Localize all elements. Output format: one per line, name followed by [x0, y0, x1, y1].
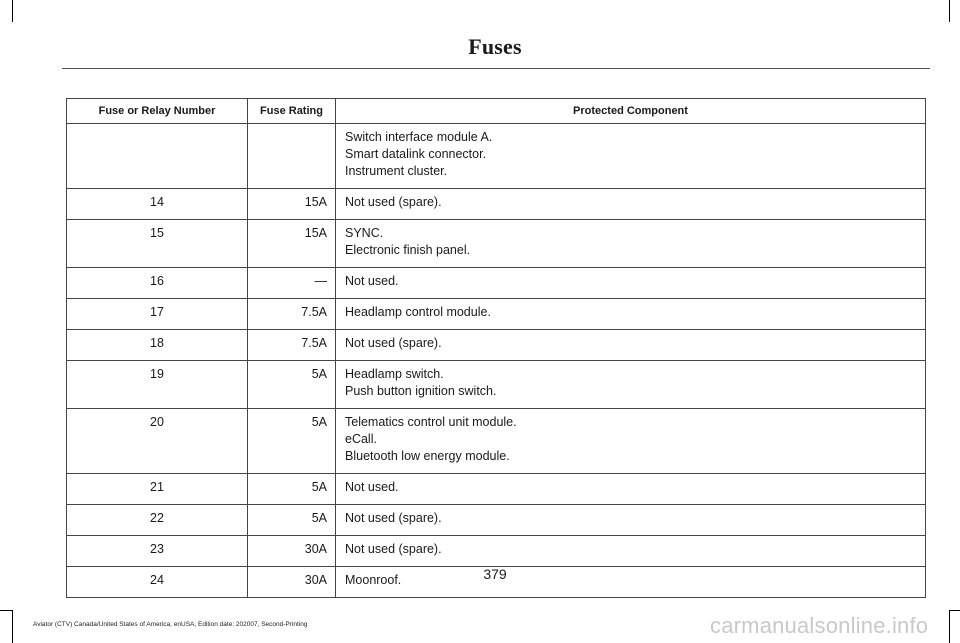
fuse-rating-cell: 5A	[248, 505, 336, 536]
fuse-number-cell: 21	[67, 474, 248, 505]
protected-component-item: Not used (spare).	[345, 511, 442, 525]
table-row	[67, 409, 926, 474]
protected-component-cell	[336, 474, 926, 505]
protected-component-cell	[336, 189, 926, 220]
table-header-row	[67, 99, 926, 124]
fuse-rating-cell: 30A	[248, 567, 336, 598]
protected-component-cell	[336, 330, 926, 361]
table-row	[67, 220, 926, 268]
edition-info: Aviator (CTV) Canada/United States of America, enUSA, Edition date: 202007, Second-Printing	[33, 621, 308, 628]
fuse-rating-cell: 30A	[248, 536, 336, 567]
protected-component-cell	[336, 299, 926, 330]
column-header-fuse-rating: Fuse Rating	[248, 99, 336, 124]
watermark: carmanualsonline.info	[710, 613, 929, 638]
column-header-protected-component: Protected Component	[336, 99, 926, 124]
table-row	[67, 330, 926, 361]
protected-component-item: Not used.	[345, 480, 399, 494]
crop-mark-bottom-left-horizontal	[0, 610, 12, 611]
protected-component-item: Not used (spare).	[345, 336, 442, 350]
crop-mark-top-right	[949, 0, 950, 22]
protected-component-cell	[336, 409, 926, 474]
protected-component-cell	[336, 361, 926, 409]
crop-mark-bottom-right-vertical	[949, 610, 950, 643]
fuse-number-cell: 22	[67, 505, 248, 536]
protected-component-cell	[336, 220, 926, 268]
table-row	[67, 189, 926, 220]
protected-component-cell	[336, 124, 926, 189]
protected-component-item: SYNC.	[345, 226, 384, 240]
fuse-number-cell: 16	[67, 268, 248, 299]
fuse-number-cell: 24	[67, 567, 248, 598]
table-row	[67, 268, 926, 299]
fuse-number-cell: 15	[67, 220, 248, 268]
protected-component-cell	[336, 268, 926, 299]
protected-component-item: Instrument cluster.	[345, 164, 448, 178]
table-row	[67, 124, 926, 189]
protected-component-cell	[336, 536, 926, 567]
protected-component-item: Moonroof.	[345, 573, 402, 587]
fuse-rating-cell: 15A	[248, 189, 336, 220]
protected-component-item: Telematics control unit module.	[345, 415, 517, 429]
fuse-number-cell: 17	[67, 299, 248, 330]
table-row	[67, 536, 926, 567]
fuse-rating-cell: 5A	[248, 361, 336, 409]
fuse-rating-cell: 15A	[248, 220, 336, 268]
crop-mark-bottom-right-horizontal	[949, 610, 960, 611]
fuse-rating-cell: —	[248, 268, 336, 299]
fuse-number-cell: 18	[67, 330, 248, 361]
protected-component-item: Push button ignition switch.	[345, 384, 497, 398]
fuse-rating-cell: 7.5A	[248, 299, 336, 330]
protected-component-item: Smart datalink connector.	[345, 147, 487, 161]
protected-component-item: Switch interface module A.	[345, 130, 493, 144]
table-row	[67, 474, 926, 505]
fuse-number-cell	[67, 124, 248, 189]
protected-component-item: eCall.	[345, 432, 377, 446]
table-row	[67, 361, 926, 409]
table-row	[67, 505, 926, 536]
fuse-number-cell: 20	[67, 409, 248, 474]
page-title: Fuses	[468, 34, 522, 59]
page-number: 379	[483, 566, 507, 582]
column-header-fuse-number: Fuse or Relay Number	[67, 99, 248, 124]
protected-component-item: Bluetooth low energy module.	[345, 449, 510, 463]
fuse-rating-cell: 5A	[248, 474, 336, 505]
fuse-number-cell: 14	[67, 189, 248, 220]
fuse-rating-cell: 7.5A	[248, 330, 336, 361]
protected-component-item: Not used.	[345, 274, 399, 288]
protected-component-item: Headlamp control module.	[345, 305, 491, 319]
header-divider	[62, 68, 930, 69]
protected-component-item: Headlamp switch.	[345, 367, 444, 381]
protected-component-cell	[336, 505, 926, 536]
fuse-number-cell: 19	[67, 361, 248, 409]
fuse-rating-cell: 5A	[248, 409, 336, 474]
table-row	[67, 299, 926, 330]
crop-mark-top-left	[12, 0, 13, 22]
crop-mark-bottom-left-vertical	[12, 610, 13, 643]
fuse-number-cell: 23	[67, 536, 248, 567]
protected-component-item: Not used (spare).	[345, 195, 442, 209]
protected-component-item: Electronic finish panel.	[345, 243, 471, 257]
protected-component-item: Not used (spare).	[345, 542, 442, 556]
fuse-table	[66, 98, 926, 598]
fuse-rating-cell	[248, 124, 336, 189]
